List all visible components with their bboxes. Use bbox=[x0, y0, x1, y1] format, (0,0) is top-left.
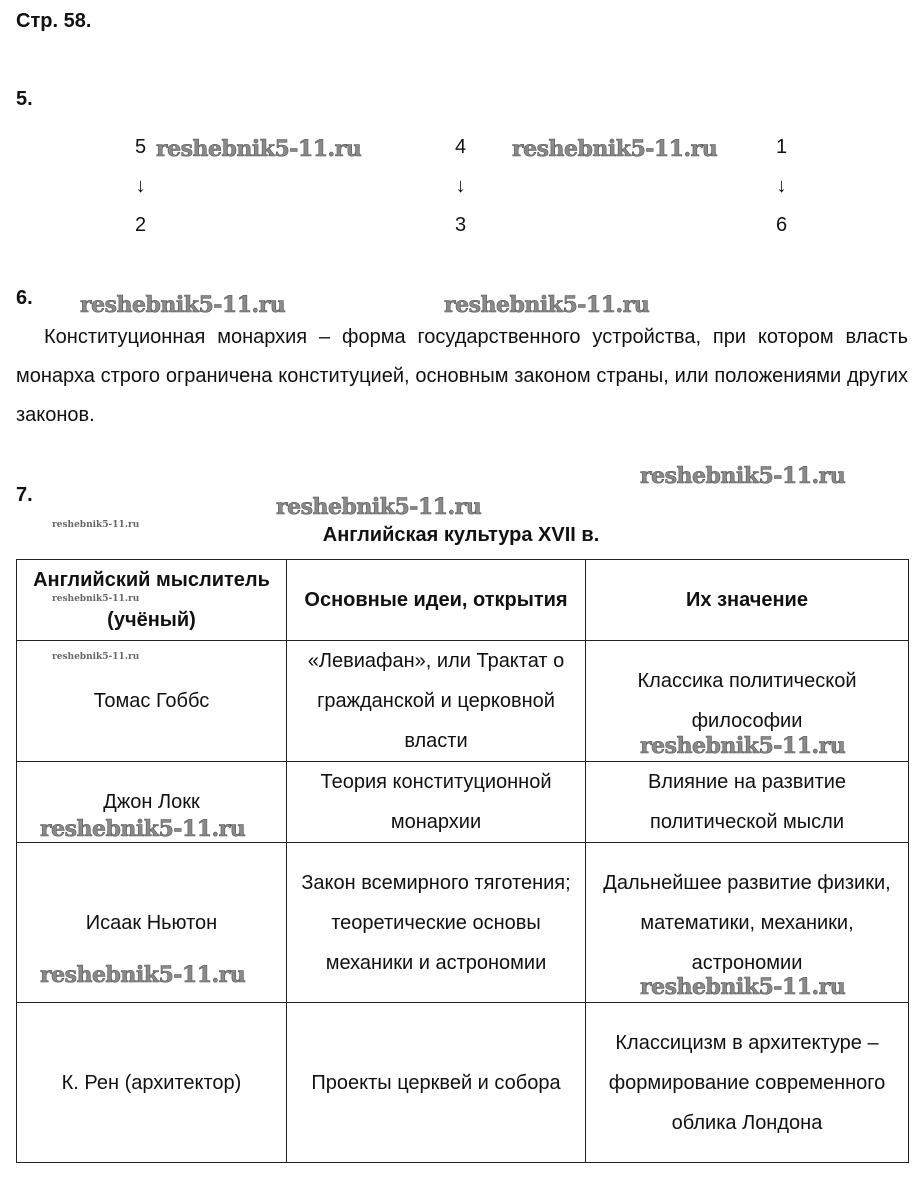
cell-thinker: Томас Гоббс bbox=[17, 641, 287, 762]
cell-significance: Влияние на развитие политической мысли bbox=[586, 762, 909, 843]
watermark: reshebnik5-11.ru bbox=[52, 520, 140, 530]
watermark: reshebnik5-11.ru bbox=[40, 816, 246, 842]
watermark: reshebnik5-11.ru bbox=[80, 292, 286, 318]
task-6-number: 6. bbox=[16, 287, 33, 309]
watermark: reshebnik5-11.ru bbox=[156, 136, 362, 162]
task-5-pair-1 bbox=[135, 128, 146, 245]
cell-thinker: Джон Локк bbox=[17, 762, 287, 843]
cell-ideas: Теория конституционной монархии bbox=[287, 762, 586, 843]
cell-ideas: «Левиафан», или Трактат о гражданской и церковной власти bbox=[287, 641, 586, 762]
watermark: reshebnik5-11.ru bbox=[444, 292, 650, 318]
watermark: reshebnik5-11.ru bbox=[640, 733, 846, 759]
page-label: Стр. 58. bbox=[16, 10, 92, 32]
pair-bottom: 6 bbox=[776, 214, 788, 236]
arrow-down-icon: ↓ bbox=[455, 175, 466, 197]
pair-top: 4 bbox=[455, 136, 467, 158]
task-5-pair-2 bbox=[455, 128, 466, 245]
cell-thinker: К. Рен (архитектор) bbox=[17, 1003, 287, 1163]
pair-bottom: 3 bbox=[455, 214, 467, 236]
arrow-down-icon: ↓ bbox=[776, 175, 787, 197]
pair-top: 1 bbox=[776, 136, 788, 158]
watermark: reshebnik5-11.ru bbox=[276, 494, 482, 520]
task-6-definition: Конституционная монархия – форма государственного устройства, при котором власть монарха строго ограничена конституцией, основным законом страны, или положениями других законов. bbox=[16, 326, 908, 426]
pair-top: 5 bbox=[135, 136, 147, 158]
header-ideas: Основные идеи, открытия bbox=[287, 560, 586, 641]
table-header-row bbox=[17, 560, 909, 641]
culture-table bbox=[16, 559, 909, 1163]
table-row bbox=[17, 1003, 909, 1163]
task-7-number: 7. bbox=[16, 484, 33, 506]
cell-significance: Дальнейшее развитие физики, математики, механики, астрономии bbox=[586, 843, 909, 1003]
pair-bottom: 2 bbox=[135, 214, 147, 236]
cell-ideas: Закон всемирного тяготения; теоретические основы механики и астрономии bbox=[287, 843, 586, 1003]
arrow-down-icon: ↓ bbox=[135, 175, 146, 197]
cell-significance: Классицизм в архитектуре – формирование современного облика Лондона bbox=[586, 1003, 909, 1163]
header-thinker: Английский мыслитель (учёный) bbox=[17, 560, 287, 641]
watermark: reshebnik5-11.ru bbox=[52, 652, 140, 662]
watermark: reshebnik5-11.ru bbox=[512, 136, 718, 162]
task-5-pair-3 bbox=[776, 128, 787, 245]
watermark: reshebnik5-11.ru bbox=[640, 463, 846, 489]
task-5-number: 5. bbox=[16, 88, 33, 110]
watermark: reshebnik5-11.ru bbox=[40, 962, 246, 988]
header-significance: Их значение bbox=[586, 560, 909, 641]
cell-significance: Классика политической философии bbox=[586, 641, 909, 762]
watermark: reshebnik5-11.ru bbox=[640, 974, 846, 1000]
watermark: reshebnik5-11.ru bbox=[52, 594, 140, 604]
table-title: Английская культура XVII в. bbox=[322, 524, 600, 546]
cell-thinker: Исаак Ньютон bbox=[17, 843, 287, 1003]
cell-ideas: Проекты церквей и собора bbox=[287, 1003, 586, 1163]
